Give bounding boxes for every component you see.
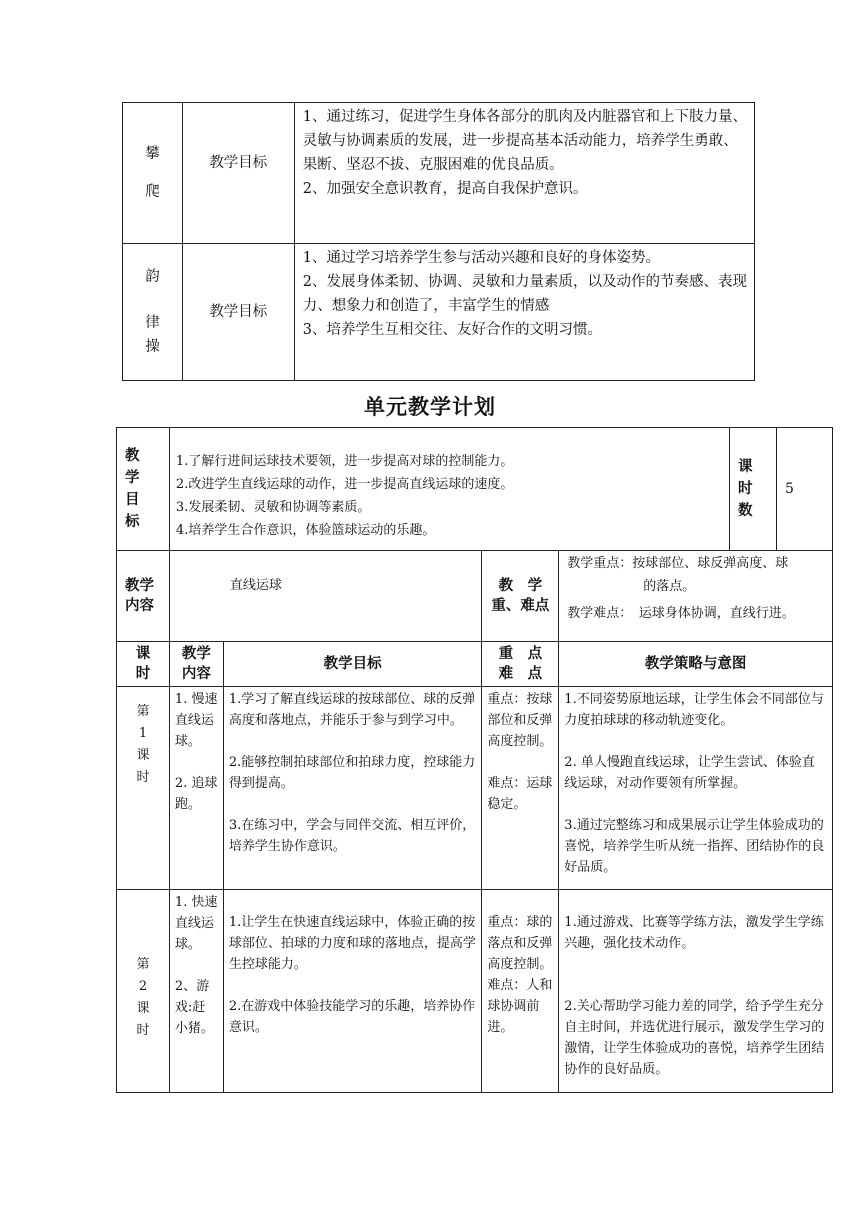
key-item: 重点：球的落点和反弹高度控制。 [487, 915, 553, 972]
strategy-item: 3.通过完整练习和成果展示让学生体验成功的喜悦，培养学生听从统一指挥、团结协作的良好品质。 [564, 818, 825, 875]
goal-item: 1.学习了解直线运球的按球部位、球的反弹高度和落地点，并能乐于参与到学习中。 [228, 692, 476, 728]
strategy-item: 2.关心帮助学习能力差的同学，给予学生充分自主时间，并选优进行展示，激发学生学习的激情，让学生体验成功的喜悦，培养学生团结协作的良好品质。 [564, 999, 825, 1077]
goal-item: 2.在游戏中体验技能学习的乐趣，培养协作意识。 [228, 999, 476, 1035]
lesson-strategy [559, 687, 833, 890]
table-row [123, 103, 755, 244]
header-lesson [117, 642, 170, 687]
keypoints-label [482, 551, 559, 642]
unit-goals [169, 428, 729, 551]
label-line: 教 学 [498, 578, 543, 594]
lesson-goals [223, 890, 482, 1093]
lesson-keys [482, 687, 559, 890]
label-char: 学 [125, 470, 140, 486]
goal-item: 3.发展柔韧、灵敏和协调等素质。 [175, 500, 371, 515]
lesson-char: 课 [136, 748, 150, 763]
top-goals-table [122, 102, 755, 381]
goal-line: 1、通过学习培养学生参与活动兴趣和良好的身体姿势。 [302, 250, 660, 266]
header-goal: 教学目标 [223, 642, 482, 687]
lesson-char: 1 [138, 726, 148, 741]
goal-item: 2.改进学生直线运球的动作，进一步提高直线运球的速度。 [175, 477, 514, 492]
content-label [117, 551, 170, 642]
table-row [123, 244, 755, 381]
unit-keypoints [559, 551, 833, 642]
header-line: 重 点 [498, 646, 543, 662]
lesson-strategy [559, 890, 833, 1093]
table-row [117, 890, 833, 1093]
label-line: 教学 [125, 578, 154, 594]
lesson-number [117, 687, 170, 890]
label-char: 数 [738, 503, 753, 519]
goal-item: 2.能够控制拍球部位和拍球力度，控球能力得到提高。 [228, 755, 476, 791]
label-char: 教 [125, 448, 140, 464]
lesson-goals [223, 687, 482, 890]
lesson-char: 时 [136, 1023, 150, 1038]
header-line: 难 点 [498, 666, 543, 682]
section-climbing [123, 103, 183, 244]
hours-label [730, 428, 777, 551]
goal-item: 3.在练习中，学会与同伴交流、相互评价，培养学生协作意识。 [228, 818, 476, 854]
content-item: 1. 慢速直线运球。 [174, 692, 218, 749]
hours-value: 5 [776, 428, 832, 551]
content-item: 2、游戏:赶小猪。 [174, 979, 214, 1036]
header-content [169, 642, 223, 687]
section-rhythm [123, 244, 183, 381]
lesson-char: 第 [136, 957, 150, 972]
content-item: 1. 快速直线运球。 [174, 895, 218, 952]
goal-line: 2、加强安全意识教育，提高自我保护意识。 [302, 181, 588, 197]
header-line: 课 [135, 646, 151, 662]
lesson-char: 课 [136, 1001, 150, 1016]
header-strategy: 教学策略与意图 [559, 642, 833, 687]
key-item: 难点：运球稳定。 [487, 776, 553, 812]
header-line: 时 [135, 666, 151, 682]
lesson-keys [482, 890, 559, 1093]
page-title: 单元教学计划 [364, 395, 496, 419]
strategy-item: 1.不同姿势原地运球，让学生体会不同部位与力度拍球球的移动轨迹变化。 [564, 692, 824, 728]
content-item: 2. 追球跑。 [174, 776, 218, 812]
label-char: 标 [125, 514, 140, 530]
label-char: 时 [738, 481, 753, 497]
goals-text [294, 103, 754, 244]
unit-plan-table [116, 427, 833, 1093]
goals-text [294, 244, 754, 381]
unit-content: 直线运球 [169, 551, 481, 642]
goal-line: 3、培养学生互相交往、友好合作的文明习惯。 [302, 322, 602, 338]
section-char: 攀 [145, 146, 160, 162]
section-char: 律 [145, 315, 160, 331]
strategy-item: 1.通过游戏、比赛等学练方法，激发学生学练兴趣，强化技术动作。 [564, 915, 824, 951]
label-line: 重、难点 [491, 598, 550, 614]
section-char: 韵 [145, 269, 160, 285]
strategy-item: 2. 单人慢跑直线运球，让学生尝试、体验直线运球，对动作要领有所掌握。 [564, 755, 815, 791]
key-item: 重点：按球部位和反弹高度控制。 [487, 692, 553, 749]
key-item: 难点：人和球协调前进。 [487, 978, 553, 1035]
label-char: 目 [125, 492, 140, 508]
lesson-char: 2 [138, 979, 148, 994]
key-point-cont: 的落点。 [643, 579, 696, 594]
goal-label [117, 428, 170, 551]
lesson-number [117, 890, 170, 1093]
section-char: 爬 [145, 184, 160, 200]
header-line: 内容 [181, 666, 211, 682]
section-char: 操 [145, 339, 160, 355]
row-label: 教学目标 [182, 103, 294, 244]
table-row [117, 428, 833, 551]
header-line: 教学 [181, 646, 211, 662]
goal-line: 2、发展身体柔韧、协调、灵敏和力量素质，以及动作的节奏感、表现力、想象力和创造了，丰富学生的情感 [302, 274, 747, 314]
goal-line: 1、通过练习，促进学生身体各部分的肌肉及内脏器官和上下肢力量、灵敏与协调素质的发展，进一步提高基本活动能力，培养学生勇敢、果断、坚忍不拔、克服困难的优良品质。 [302, 109, 747, 173]
label-line: 内容 [125, 598, 154, 614]
goal-item: 1.让学生在快速直线运球中，体验正确的按球部位、拍球的力度和球的落地点，提高学生控球能力。 [228, 915, 476, 972]
row-label: 教学目标 [182, 244, 294, 381]
goal-item: 4.培养学生合作意识，体验篮球运动的乐趣。 [175, 523, 436, 538]
lesson-content [169, 890, 223, 1093]
lesson-content [169, 687, 223, 890]
key-point: 教学重点：按球部位、球反弹高度、球 [567, 556, 789, 571]
lesson-char: 第 [136, 704, 150, 719]
table-row [117, 551, 833, 642]
lesson-char: 时 [136, 770, 150, 785]
table-header-row [117, 642, 833, 687]
label-char: 课 [738, 459, 753, 475]
table-row [117, 687, 833, 890]
header-keys [482, 642, 559, 687]
goal-item: 1.了解行进间运球技术要领，进一步提高对球的控制能力。 [175, 454, 514, 469]
difficulty: 教学难点： 运球身体协调，直线行进。 [567, 606, 795, 621]
